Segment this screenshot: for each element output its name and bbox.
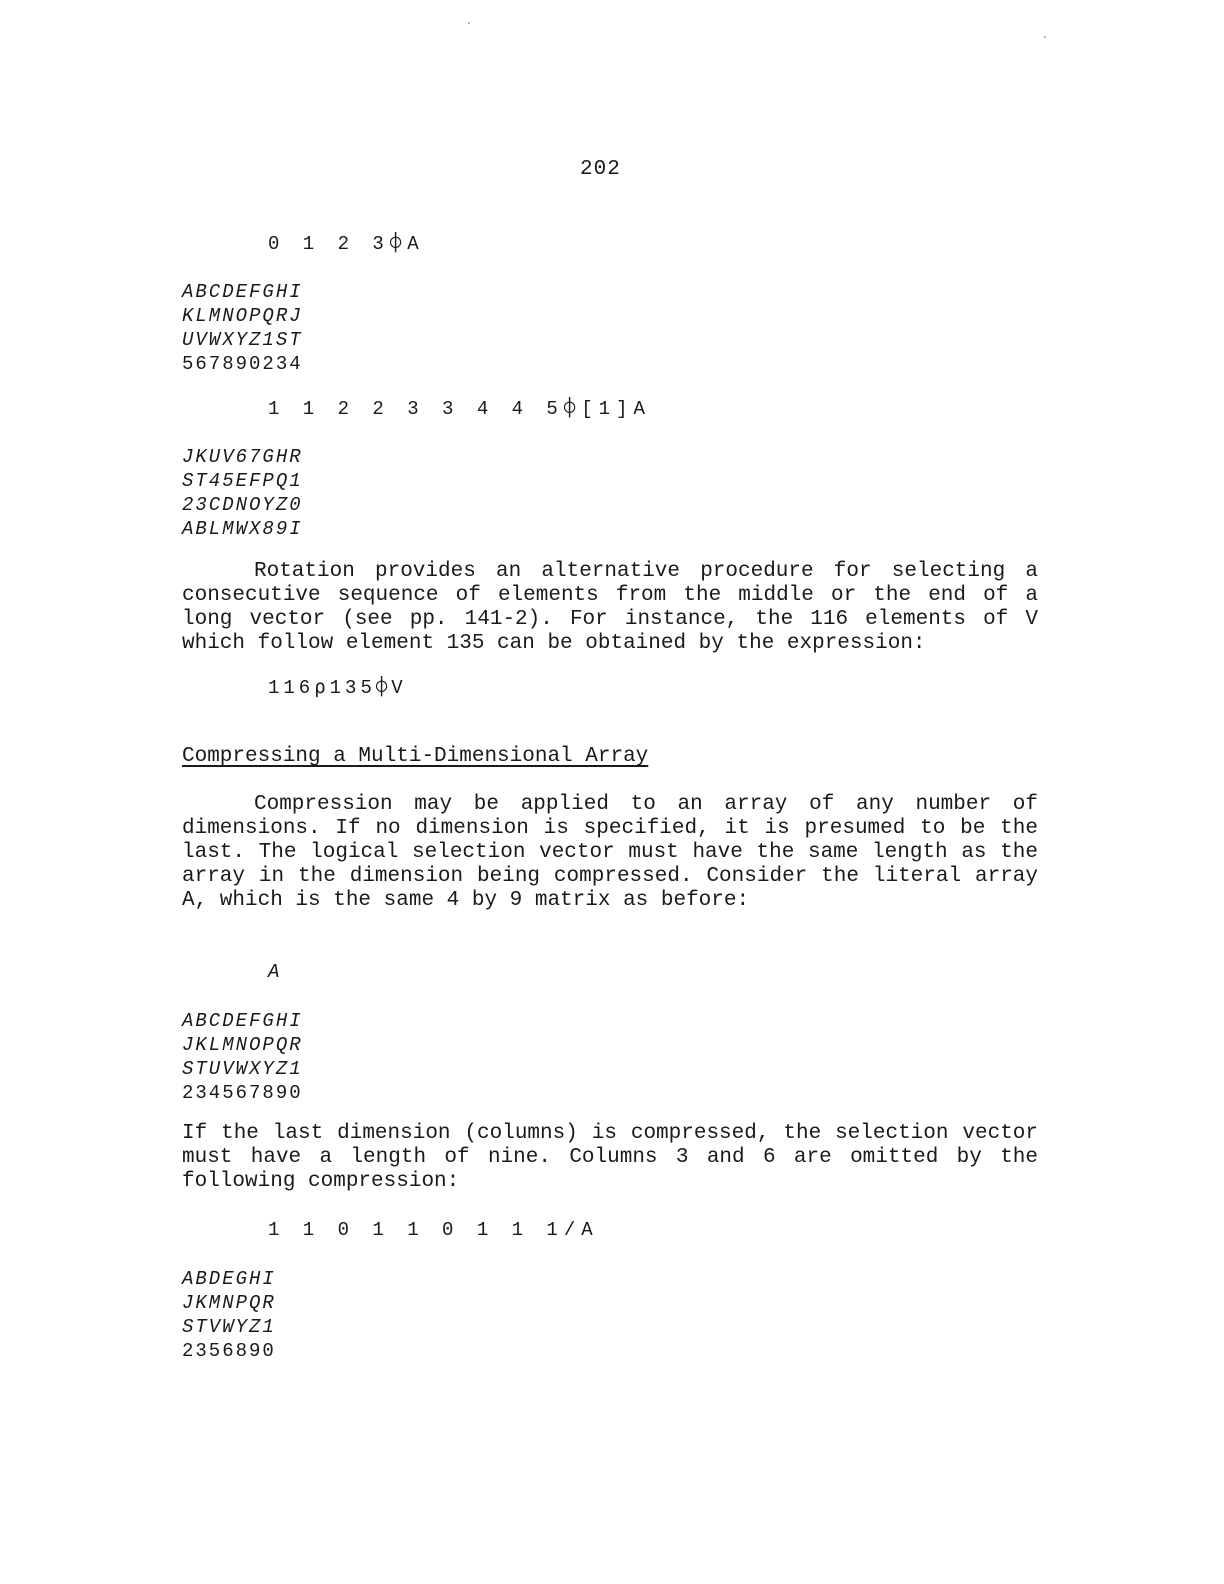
apl-expression-take: 116⍴135⌽V — [268, 677, 407, 699]
output-row: ST45EFPQ1 — [182, 470, 303, 492]
paragraph-compression — [182, 793, 1038, 913]
apl-expression-rotate-first: 1 1 2 2 3 3 4 4 5⌽[1]A — [268, 398, 651, 420]
output-row: KLMNOPQRJ — [182, 305, 303, 327]
output-row: ABLMWX89I — [182, 518, 303, 540]
apl-expression-display: A — [268, 961, 284, 983]
apl-expression-rotate: 0 1 2 3⌽A — [268, 233, 425, 255]
output-row: ABCDEFGHI — [182, 281, 303, 303]
output-row: 234567890 — [182, 1082, 303, 1104]
output-row: 23CDNOYZ0 — [182, 494, 303, 516]
output-rotate — [182, 280, 303, 376]
output-row: JKMNPQR — [182, 1292, 276, 1314]
scan-speck — [1044, 36, 1046, 38]
output-row: JKLMNOPQR — [182, 1034, 303, 1056]
section-heading: Compressing a Multi-Dimensional Array — [182, 745, 649, 768]
paragraph-compression-text: Compression may be applied to an array of any number of dimensions. If no dimension is specified, it is presumed to be the last. The logical selection vector must have the same length as the array in the dimension being compressed. Consider the literal array A, which is the same 4 by 9 matrix as before: — [182, 793, 1038, 912]
paragraph-rotation — [182, 560, 1038, 656]
paragraph-rotation-text: Rotation provides an alternative procedure for selecting a consecutive sequence of elements from the middle or the end of a long vector (see pp. 141-2). For instance, the 116 elements of V which follow element 135 can be obtained by the expression: — [182, 560, 1038, 655]
output-row: ABCDEFGHI — [182, 1010, 303, 1032]
output-row: STUVWXYZ1 — [182, 1058, 303, 1080]
output-rotate-first — [182, 445, 303, 541]
page-number: 202 — [580, 158, 621, 181]
output-row: STVWYZ1 — [182, 1316, 276, 1338]
paragraph-columns: If the last dimension (columns) is compressed, the selection vector must have a length of nine. Columns 3 and 6 are omitted by the following compression: — [182, 1122, 1038, 1193]
output-row: 2356890 — [182, 1340, 276, 1362]
output-row: 567890234 — [182, 353, 303, 375]
apl-expression-compress: 1 1 0 1 1 0 1 1 1/A — [268, 1219, 599, 1241]
scan-speck — [468, 22, 470, 24]
output-row: ABDEGHI — [182, 1268, 276, 1290]
output-compress — [182, 1267, 276, 1363]
output-row: UVWXYZ1ST — [182, 329, 303, 351]
output-matrix — [182, 1009, 303, 1105]
output-row: JKUV67GHR — [182, 446, 303, 468]
